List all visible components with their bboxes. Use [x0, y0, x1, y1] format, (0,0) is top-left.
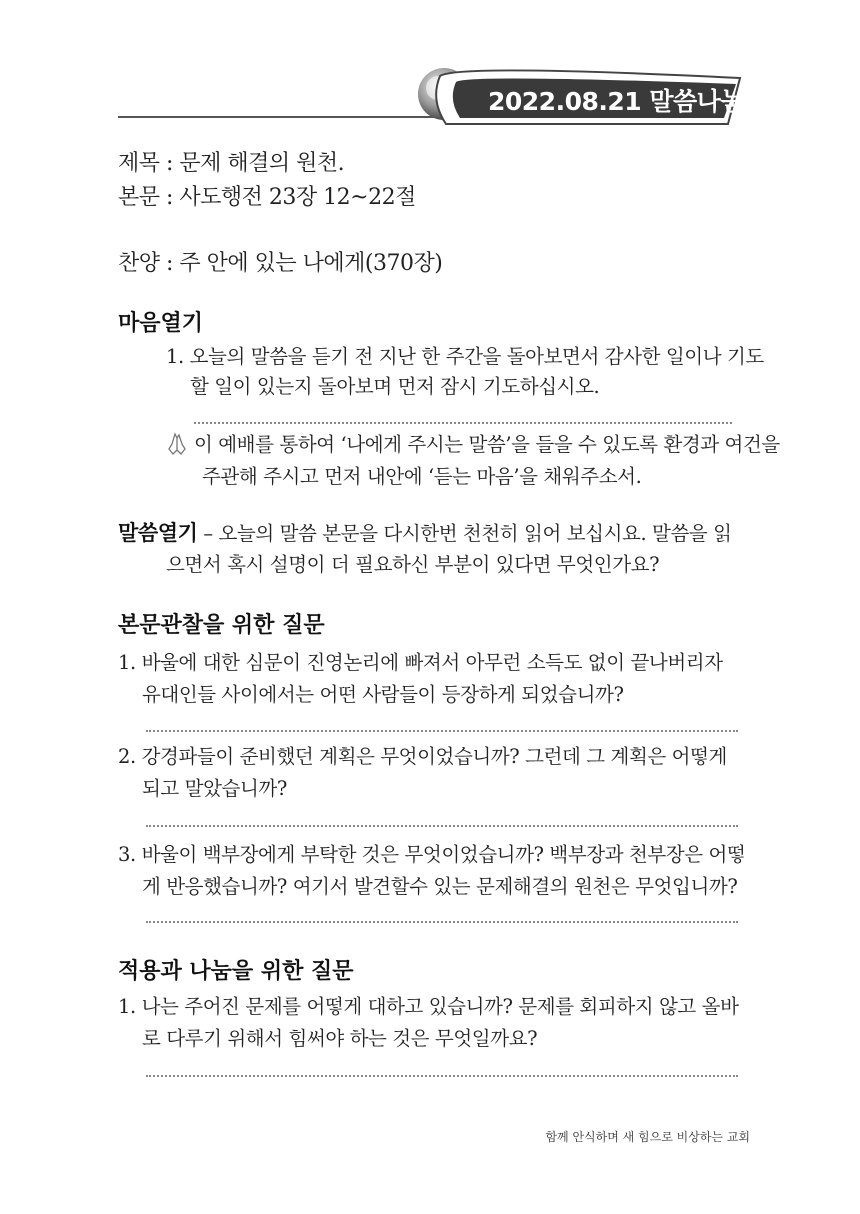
church-motto: 함께 안식하며 새 힘으로 비상하는 교회	[545, 1130, 750, 1144]
application-question-line: 로 다루기 위해서 힘써야 하는 것은 무엇일까요?	[142, 1027, 538, 1050]
open-word-text: – 오늘의 말씀 본문을 다시한번 천천히 읽어 보십시요. 말씀을 읽	[197, 522, 732, 545]
scripture-text: 본문 : 사도행전 23장 12~22절	[118, 185, 416, 210]
answer-line	[146, 825, 738, 827]
observation-question-line: 게 반응했습니까? 여기서 발견할수 있는 문제해결의 원천은 무엇입니까?	[142, 875, 738, 898]
observation-question-line: 3. 바울이 백부장에게 부탁한 것은 무엇이었습니까? 백부장과 천부장은 어떻	[118, 843, 746, 866]
open-heart-heading: 마음열기	[118, 311, 204, 336]
open-heart-item-line: 1. 오늘의 말씀을 듣기 전 지난 한 주간을 돌아보면서 감사한 일이나 기도	[166, 345, 764, 368]
praying-hands-icon	[166, 432, 188, 456]
answer-line	[146, 730, 738, 732]
observation-heading: 본문관찰을 위한 질문	[118, 613, 325, 638]
open-word-line	[118, 516, 732, 551]
answer-line	[194, 422, 732, 424]
application-heading: 적용과 나눔을 위한 질문	[118, 959, 354, 984]
open-word-line: 으면서 혹시 설명이 더 필요하신 부분이 있다면 무엇인가요?	[166, 553, 660, 576]
application-question-line: 1. 나는 주어진 문제를 어떻게 대하고 있습니까? 문제를 회피하지 않고 올바	[118, 995, 739, 1018]
prayer-line: 주관해 주시고 먼저 내안에 ‘듣는 마음’을 채워주소서.	[202, 465, 642, 488]
header-date-title: 2022.08.21 말씀나눔지	[488, 87, 768, 116]
observation-question-line: 1. 바울에 대한 심문이 진영논리에 빠져서 아무런 소득도 없이 끝나버리자	[118, 651, 723, 674]
observation-question-line: 되고 말았습니까?	[142, 777, 287, 800]
open-heart-item-line: 할 일이 있는지 돌아보며 먼저 잠시 기도하십시오.	[190, 375, 600, 398]
open-word-heading: 말씀열기	[118, 521, 198, 545]
sermon-title: 제목 : 문제 해결의 원천.	[118, 151, 345, 176]
observation-question-line: 2. 강경파들이 준비했던 계획은 무엇이었습니까? 그런데 그 계획은 어떻게	[118, 745, 727, 768]
answer-line	[146, 921, 738, 923]
prayer-line: 이 예배를 통하여 ‘나에게 주시는 말씀’을 들을 수 있도록 환경과 여건을	[194, 433, 780, 456]
answer-line	[146, 1075, 738, 1077]
observation-question-line: 유대인들 사이에서는 어떤 사람들이 등장하게 되었습니까?	[142, 683, 624, 706]
hymn-line: 찬양 : 주 안에 있는 나에게(370장)	[118, 251, 443, 276]
